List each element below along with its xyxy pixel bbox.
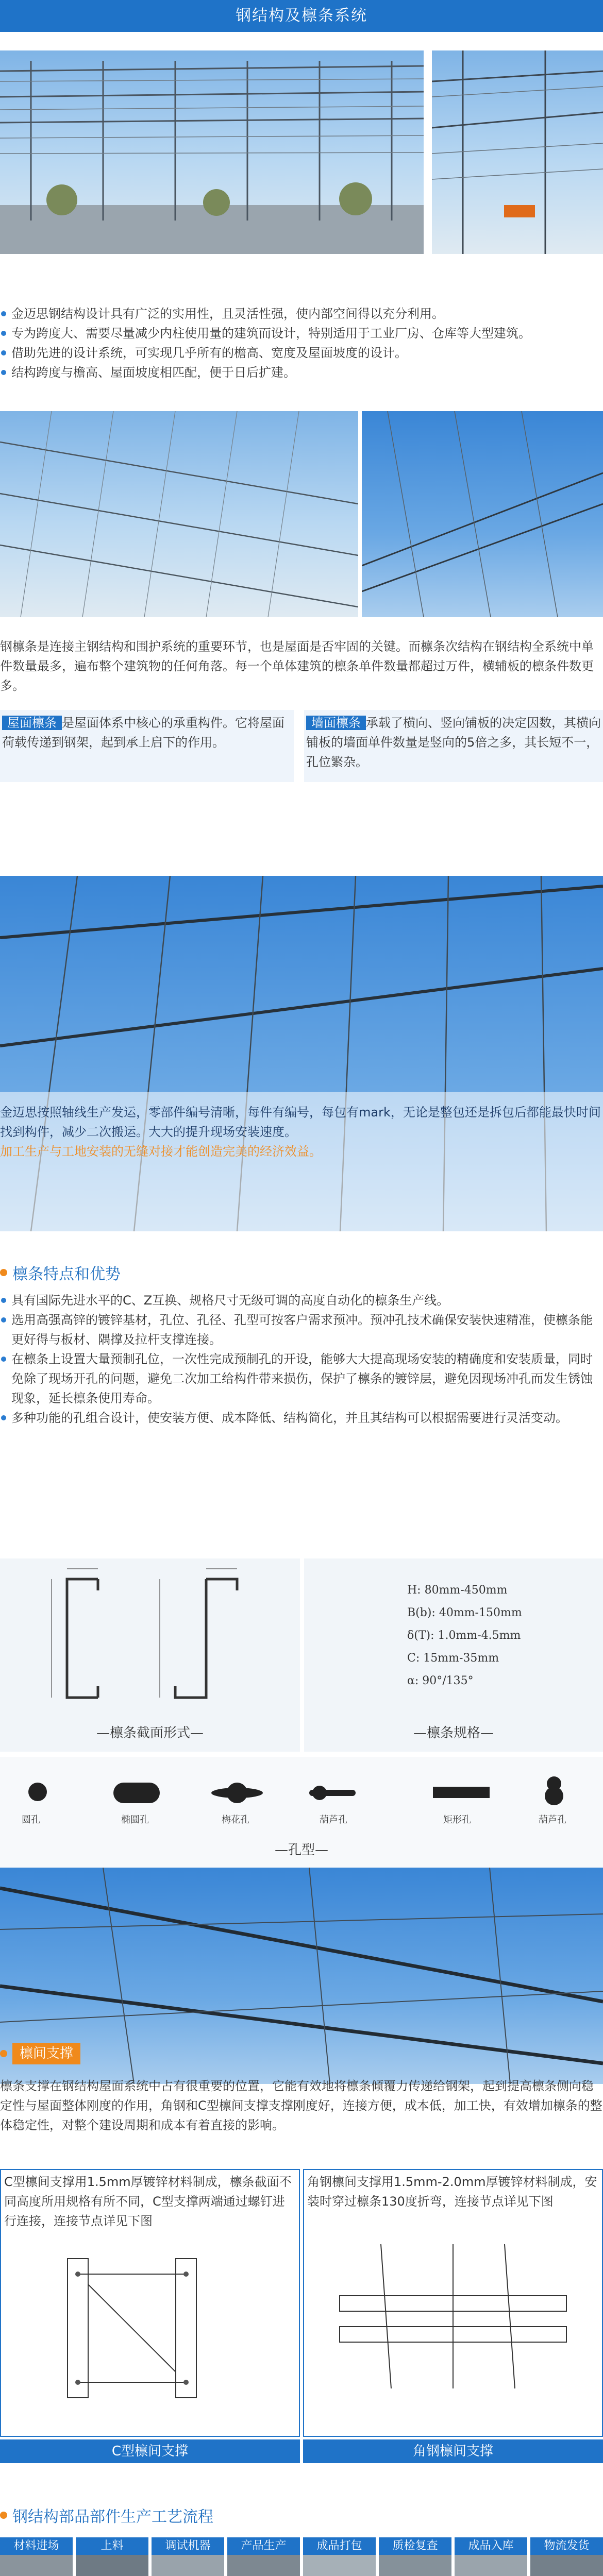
process-step <box>227 2537 300 2576</box>
c-brace-diagram <box>6 2243 294 2413</box>
c-brace-caption: C型檩间支撑 <box>0 2439 300 2463</box>
hole-label: 椭圆孔 <box>121 1815 149 1825</box>
process-step <box>0 2537 73 2576</box>
process-strip <box>0 2537 603 2576</box>
spec-angle: α: 90°/135° <box>407 1674 474 1687</box>
feature-caption-main: 金迈思按照轴线生产发运，零部件编号清晰，每件有编号，每包有mark，无论是整包还是拆包后都能最快时间找到构件，减少二次搬运。大大的提升现场安装速度。 <box>0 1105 601 1139</box>
hole-label: 圆孔 <box>22 1815 40 1825</box>
feature-caption-highlight: 加工生产与工地安装的无缝对接才能创造完美的经济效益。 <box>0 1144 322 1159</box>
purlin-spec-panel <box>304 1558 603 1752</box>
list-item: 借助先进的设计系统，可实现几乎所有的檐高、宽度及屋面坡度的设计。 <box>0 343 603 363</box>
rect-hole-icon <box>433 1787 490 1798</box>
plum-hole-icon <box>211 1782 263 1804</box>
process-heading <box>0 2504 213 2527</box>
spec-caption: —檩条规格— <box>413 1725 494 1741</box>
list-item: 多种功能的孔组合设计，使安装方便、成本降低、结构简化，并且其结构可以根据需要进行灵活变动。 <box>0 1408 603 1428</box>
bracing-title: 檩间支撑 <box>12 2043 80 2064</box>
step-label: 材料进场 <box>0 2537 73 2555</box>
c-brace-panel <box>0 2169 300 2437</box>
bullet-dot-icon <box>0 2512 7 2519</box>
step-label: 质检复查 <box>379 2537 451 2555</box>
process-step <box>455 2537 527 2576</box>
hole-label: 矩形孔 <box>443 1815 471 1825</box>
step-label: 产品生产 <box>227 2537 300 2555</box>
shape-caption: —檩条截面形式— <box>96 1725 204 1741</box>
purlin-intro: 钢檩条是连接主钢结构和围护系统的重要环节，也是屋面是否牢固的关键。而檩条次结构在钢结构全系统中单件数量最多，遍布整个建筑物的任何角落。每一个单体建筑的檩条单件数量都超过万件，横辅板的檩条件数更多。 <box>0 639 594 693</box>
hole-type-panel <box>0 1757 603 1871</box>
step-label: 成品入库 <box>455 2537 527 2555</box>
bracing-intro: 檩条支撑在钢结构屋面系统中占有很重要的位置，它能有效地将檩条倾覆力传递给钢架，起到提高檩条侧向稳定性与屋面整体刚度的作用，角钢和C型檩间支撑支撑刚度好，连接方便，成本低，加工快，有效增加檩条的整体稳定性，对整个建设周期和成本有着直接的影响。 <box>0 2079 602 2132</box>
process-step <box>76 2537 148 2576</box>
intro-bullets <box>0 304 603 382</box>
list-item: 专为跨度大、需要尽量减少内柱使用量的建筑而设计，特别适用于工业厂房、仓库等大型建筑。 <box>0 324 603 343</box>
spec-height: H: 80mm-450mm <box>407 1584 508 1597</box>
angle-brace-panel <box>303 2169 603 2437</box>
hole-label: 梅花孔 <box>222 1815 249 1825</box>
process-title: 钢结构部品部件生产工艺流程 <box>12 2508 213 2526</box>
bullet-dot-icon <box>0 2050 7 2057</box>
spec-lip: C: 15mm-35mm <box>407 1652 499 1665</box>
c-brace-text: C型檩间支撑用1.5mm厚镀锌材料制成，檩条截面不同高度所用规格有所不同，C型支撑两端通过螺钉进行连接，连接节点详见下图 <box>4 2175 292 2228</box>
process-step <box>303 2537 376 2576</box>
hole-label: 葫芦孔 <box>320 1815 347 1825</box>
wall-purlin-text: 承载了横向、竖向铺板的决定因数，其横向铺板的墙面单件数量是竖向的5倍之多，其长短不一，孔位繁杂。 <box>306 716 601 769</box>
bullet-dot-icon <box>0 1269 7 1276</box>
section-title: 钢结构及檩条系统 <box>236 7 367 25</box>
round-hole-icon <box>28 1783 47 1801</box>
gourd-vertical-hole-icon <box>544 1775 564 1806</box>
process-step <box>530 2537 603 2576</box>
bracing-photo <box>0 1868 603 2084</box>
step-label: 物流发货 <box>530 2537 603 2555</box>
step-label: 调试机器 <box>152 2537 224 2555</box>
feature-roof-photo <box>0 876 603 1231</box>
wall-purlin-box <box>304 710 603 782</box>
features-bullets <box>0 1291 603 1428</box>
roof-purlin-text: 是屋面体系中核心的承重构件。它将屋面荷载传递到钢架，起到承上启下的作用。 <box>2 716 284 750</box>
oval-hole-icon <box>113 1783 160 1803</box>
truss-photo <box>362 411 603 617</box>
features-heading <box>0 1261 121 1284</box>
list-item: 结构跨度与檐高、屋面坡度相匹配，便于日后扩建。 <box>0 363 603 382</box>
steel-structure-photo-2 <box>432 50 603 254</box>
bracing-heading <box>0 2043 80 2064</box>
section-banner <box>0 0 603 32</box>
angle-brace-text: 角钢檩间支撑用1.5mm-2.0mm厚镀锌材料制成，安装时穿过檩条130度折弯，连接节点详见下图 <box>307 2175 597 2209</box>
spec-list <box>407 1579 522 1692</box>
spec-width: B(b): 40mm-150mm <box>407 1606 522 1619</box>
process-step <box>152 2537 224 2576</box>
features-title: 檩条特点和优势 <box>12 1265 121 1283</box>
gourd-hole-icon <box>309 1783 356 1803</box>
steel-structure-photo <box>0 50 424 254</box>
process-step <box>379 2537 451 2576</box>
wall-purlin-label: 墙面檩条 <box>306 716 366 730</box>
list-item: 在檩条上设置大量预制孔位，一次性完成预制孔的开设，能够大大提高现场安装的精确度和安装质量，同时免除了现场开孔的问题，避免二次加工给构件带来损伤，保护了檩条的镀锌层，避免因现场冲孔而发生锈蚀现象，延长檩条使用寿命。 <box>0 1349 603 1408</box>
angle-brace-caption: 角钢檩间支撑 <box>303 2439 603 2463</box>
list-item: 金迈思钢结构设计具有广泛的实用性，且灵活性强，使内部空间得以充分利用。 <box>0 304 603 324</box>
purlin-shape-panel <box>0 1558 300 1752</box>
roof-purlin-label: 屋面檩条 <box>2 716 62 730</box>
list-item: 选用高强高锌的镀锌基材，孔位、孔径、孔型可按客户需求预冲。预冲孔技术确保安装快速精准，使檩条能更好得与板材、隅撑及拉杆支撑连接。 <box>0 1310 603 1349</box>
step-label: 上料 <box>76 2537 148 2555</box>
spec-thickness: δ(T): 1.0mm-4.5mm <box>407 1629 521 1642</box>
feature-caption <box>0 1103 603 1161</box>
step-label: 成品打包 <box>303 2537 376 2555</box>
list-item: 具有国际先进水平的C、Z互换、规格尺寸无级可调的高度自动化的檩条生产线。 <box>0 1291 603 1310</box>
hole-caption: —孔型— <box>274 1842 328 1858</box>
roof-purlin-box <box>0 710 294 782</box>
hole-label: 葫芦孔 <box>539 1815 566 1825</box>
roof-frame-photo <box>0 411 358 617</box>
purlin-section-diagram <box>0 1558 300 1718</box>
angle-brace-diagram <box>309 2234 597 2399</box>
